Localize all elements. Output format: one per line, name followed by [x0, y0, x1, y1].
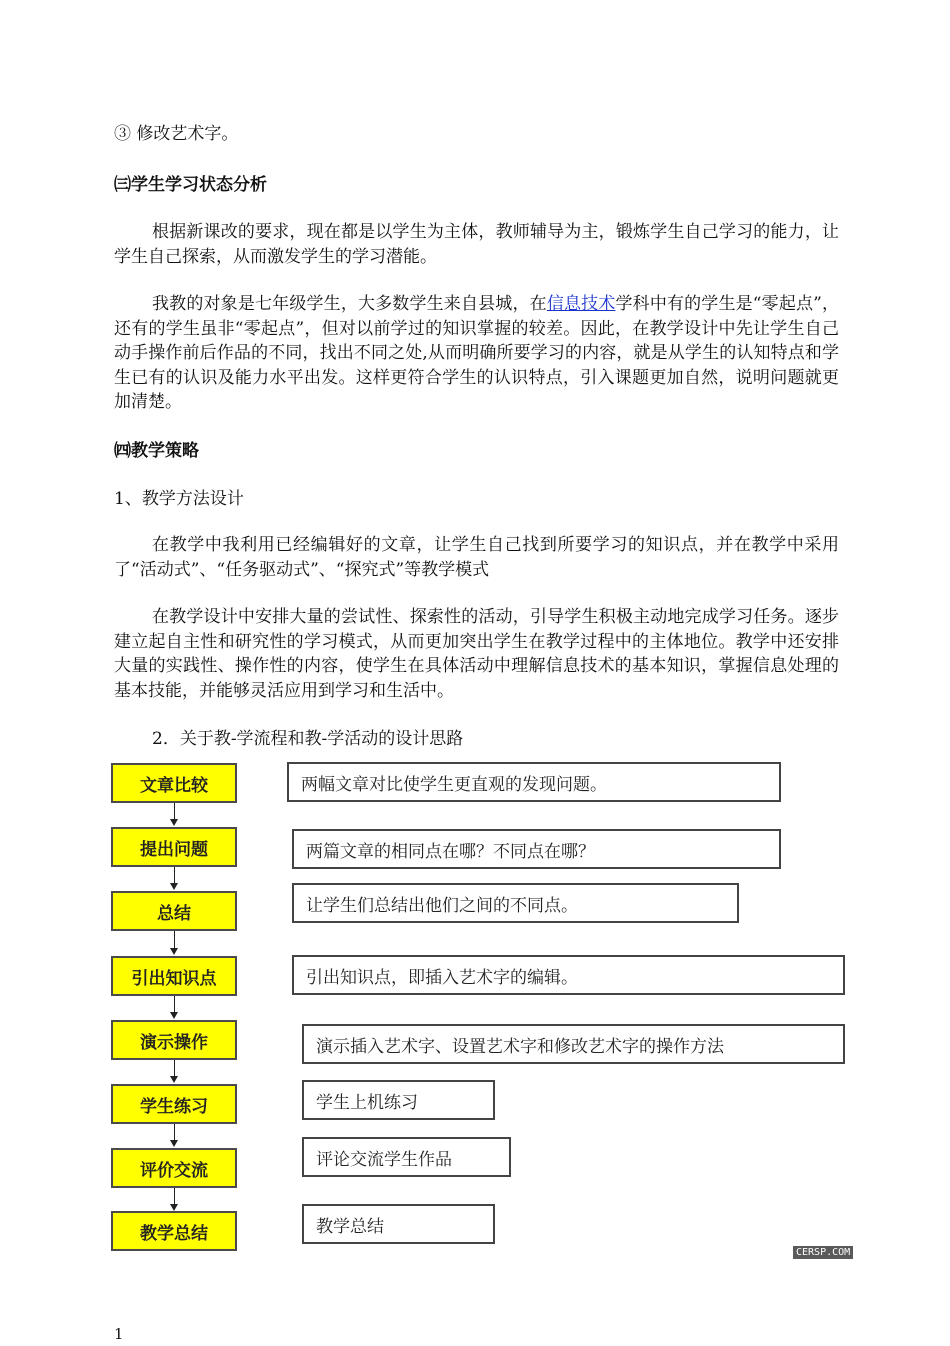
paragraph-3: 在教学中我利用已经编辑好的文章，让学生自己找到所要学习的知识点，并在教学中采用了“活动式”、“任务驱动式”、“探究式”等教学模式 — [114, 535, 839, 580]
flow-desc-compare: 两幅文章对比使学生更直观的发现问题。 — [287, 762, 781, 802]
flow-desc-review: 评论交流学生作品 — [302, 1137, 511, 1177]
flow-step-summary: 总结 — [111, 891, 237, 931]
flow-desc-knowledge: 引出知识点，即插入艺术字的编辑。 — [292, 955, 845, 995]
list-item-3: ③ 修改艺术字。 — [114, 124, 239, 144]
paragraph-2 — [114, 292, 839, 415]
flow-desc-demo: 演示插入艺术字、设置艺术字和修改艺术字的操作方法 — [302, 1024, 845, 1064]
flow-arrow — [174, 1124, 175, 1145]
flow-arrow — [174, 803, 175, 824]
flow-desc-question: 两篇文章的相同点在哪？不同点在哪？ — [292, 829, 781, 869]
flow-arrow — [174, 867, 175, 888]
flow-step-practice: 学生练习 — [111, 1084, 237, 1124]
flow-desc-conclusion: 教学总结 — [302, 1204, 495, 1244]
paragraph-1: 根据新课改的要求，现在都是以学生为主体，教师辅导为主，锻炼学生自己学习的能力，让学生自己探索，从而激发学生的学习潜能。 — [114, 222, 839, 267]
flow-arrow — [174, 931, 175, 953]
subheading-flow: 2．关于教-学流程和教-学活动的设计思路 — [152, 729, 464, 749]
subheading-method: 1、教学方法设计 — [114, 489, 244, 509]
flow-step-knowledge: 引出知识点 — [111, 956, 237, 996]
info-tech-link[interactable]: 信息技术 — [546, 294, 616, 314]
flow-step-compare: 文章比较 — [111, 763, 237, 803]
watermark-logo: CERSP.COM — [793, 1246, 853, 1259]
paragraph-4: 在教学设计中安排大量的尝试性、探索性的活动，引导学生积极主动地完成学习任务。逐步建立起自主性和研究性的学习模式，从而更加突出学生在教学过程中的主体地位。教学中还安排大量的实践性、操作性的内容，使学生在具体活动中理解信息技术的基本知识，掌握信息处理的基本技能，并能够灵活应用到学习和生活中。 — [114, 607, 839, 701]
section-heading-4: ㈣教学策略 — [114, 441, 199, 461]
flow-arrow — [174, 1060, 175, 1081]
flow-step-conclusion: 教学总结 — [111, 1211, 237, 1251]
page-number: 1 — [114, 1325, 124, 1343]
flow-desc-practice: 学生上机练习 — [302, 1080, 495, 1120]
flow-arrow — [174, 1188, 175, 1209]
section-heading-3: ㈢学生学习状态分析 — [114, 175, 267, 195]
flow-step-demo: 演示操作 — [111, 1020, 237, 1060]
flow-desc-summary: 让学生们总结出他们之间的不同点。 — [292, 883, 739, 923]
flow-arrow — [174, 996, 175, 1017]
flow-step-question: 提出问题 — [111, 827, 237, 867]
flow-step-review: 评价交流 — [111, 1148, 237, 1188]
paragraph-2-rest: 学科中有的学生是“零起点”，还有的学生虽非“零起点”，但对以前学过的知识掌握的较差。因此，在教学设计中先让学生自己动手操作前后作品的不同，找出不同之处,从而明确所要学习的内容，就是从学生的认知特点和学生已有的认识及能力水平出发。这样更符合学生的认识特点，引入课题更加自然，说明问题就更加清楚。 — [114, 294, 840, 412]
paragraph-2-start: 我教的对象是七年级学生，大多数学生来自县城，在 — [152, 294, 547, 314]
